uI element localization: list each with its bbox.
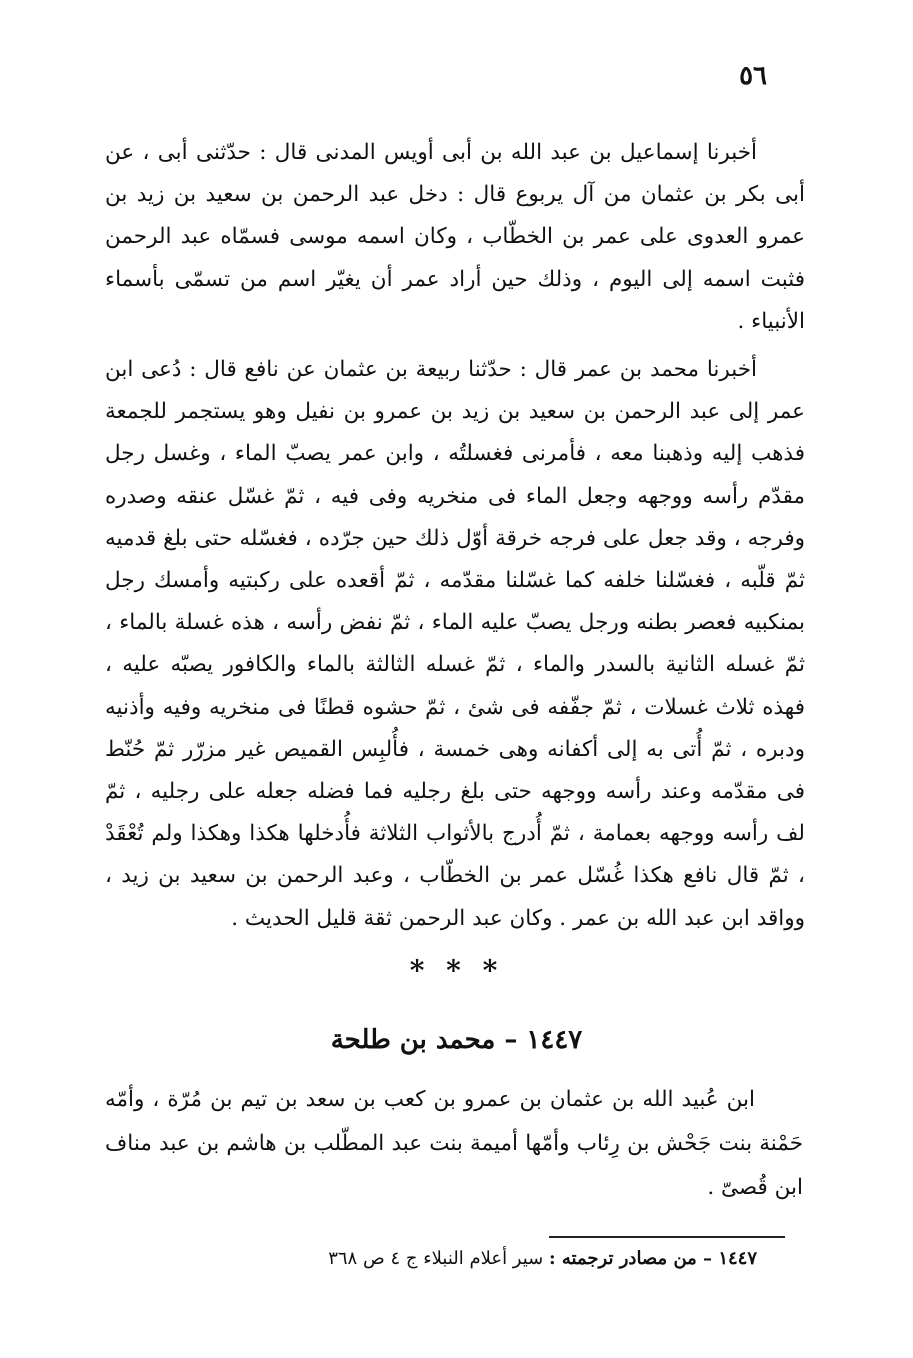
- entry-heading: ١٤٤٧ – محمد بن طلحة: [330, 1025, 583, 1055]
- footnote-divider: [549, 1236, 785, 1238]
- paragraph-ismail-report: أخبرنا إسماعيل بن عبد الله بن أبى أويس المدنى قال : حدّثنى أبى ، عن أبى بكر بن عثمان من آل يربوع قال : دخل عبد الرحمن بن سعيد بن زيد بن عمرو العدوى على عمر بن الخطّاب ، وكان اسمه موسى فسمّاه عبد الرحمن فثبت اسمه إلى اليوم ، وذلك حين أراد عمر أن يغيّر اسم من تسمّى بأسماء الأنبياء .: [105, 140, 805, 334]
- main-text: [105, 132, 805, 940]
- footnote: [328, 1244, 757, 1274]
- section-separator: * * *: [409, 954, 504, 987]
- entry-text: [105, 1078, 803, 1210]
- paragraph-nafi-report: أخبرنا محمد بن عمر قال : حدّثنا ربيعة بن عثمان عن نافع قال : دُعى ابن عمر إلى عبد الرحمن بن سعيد بن زيد بن عمرو بن نفيل وهو يستجمر للجمعة فذهب إليه وذهبنا معه ، فأمرنى فغسلتُه ، وابن عمر يصبّ الماء ، وغسل رجل مقدّم رأسه ووجهه وجعل الماء فى منخريه وفى فيه ، ثمّ غسّل عنقه وصدره وفرجه ، وقد جعل على فرجه خرقة أوّل ذلك حين جرّده ، فغسّله حتى بلغ قدميه ثمّ قلّبه ، فغسّلنا خلفه كما غسّلنا مقدّمه ، ثمّ أقعده على ركبتيه وأمسك رجل بمنكبيه فعصر بطنه ورجل يصبّ عليه الماء ، ثمّ نفض رأسه ، هذه غسلة بالماء ، ثمّ غسله الثانية بالسدر والماء ، ثمّ غسله الثالثة بالماء والكافور يصبّه عليه ، فهذه ثلاث غسلات ، ثمّ جفّفه فى شئ ، ثمّ حشوه قطنًا فى منخريه وفيه وأذنيه ودبره ، ثمّ أُتى به إلى أكفانه وهى خمسة ، فأُلبِس القميص غير مزرّر ثمّ حُنّط فى مقدّمه وعند رأسه ووجهه حتى بلغ رجليه فما فضله جعله على رجليه ، ثمّ لف رأسه ووجهه بعمامة ، ثمّ أُدرج بالأثواب الثلاثة فأُدخلها هكذا وهكذا ولم تُعْقَدْ ، ثمّ قال نافع هكذا غُسّل عمر بن الخطّاب ، وعبد الرحمن بن سعيد بن زيد ، وواقد ابن عبد الله بن عمر . وكان عبد الرحمن ثقة قليل الحديث .: [105, 357, 805, 931]
- footnote-text: سير أعلام النبلاء ج ٤ ص ٣٦٨: [328, 1248, 544, 1269]
- page-number: ٥٦: [739, 61, 767, 91]
- entry-paragraph: ابن عُبيد الله بن عثمان بن عمرو بن كعب بن سعد بن تيم بن مُرّة ، وأمّه حَمْنة بنت جَحْش بن رِئاب وأمّها أميمة بنت عبد المطّلب بن هاشم بن عبد مناف ابن قُصىّ .: [105, 1087, 803, 1200]
- footnote-label: ١٤٤٧ – من مصادر ترجمته :: [549, 1248, 757, 1269]
